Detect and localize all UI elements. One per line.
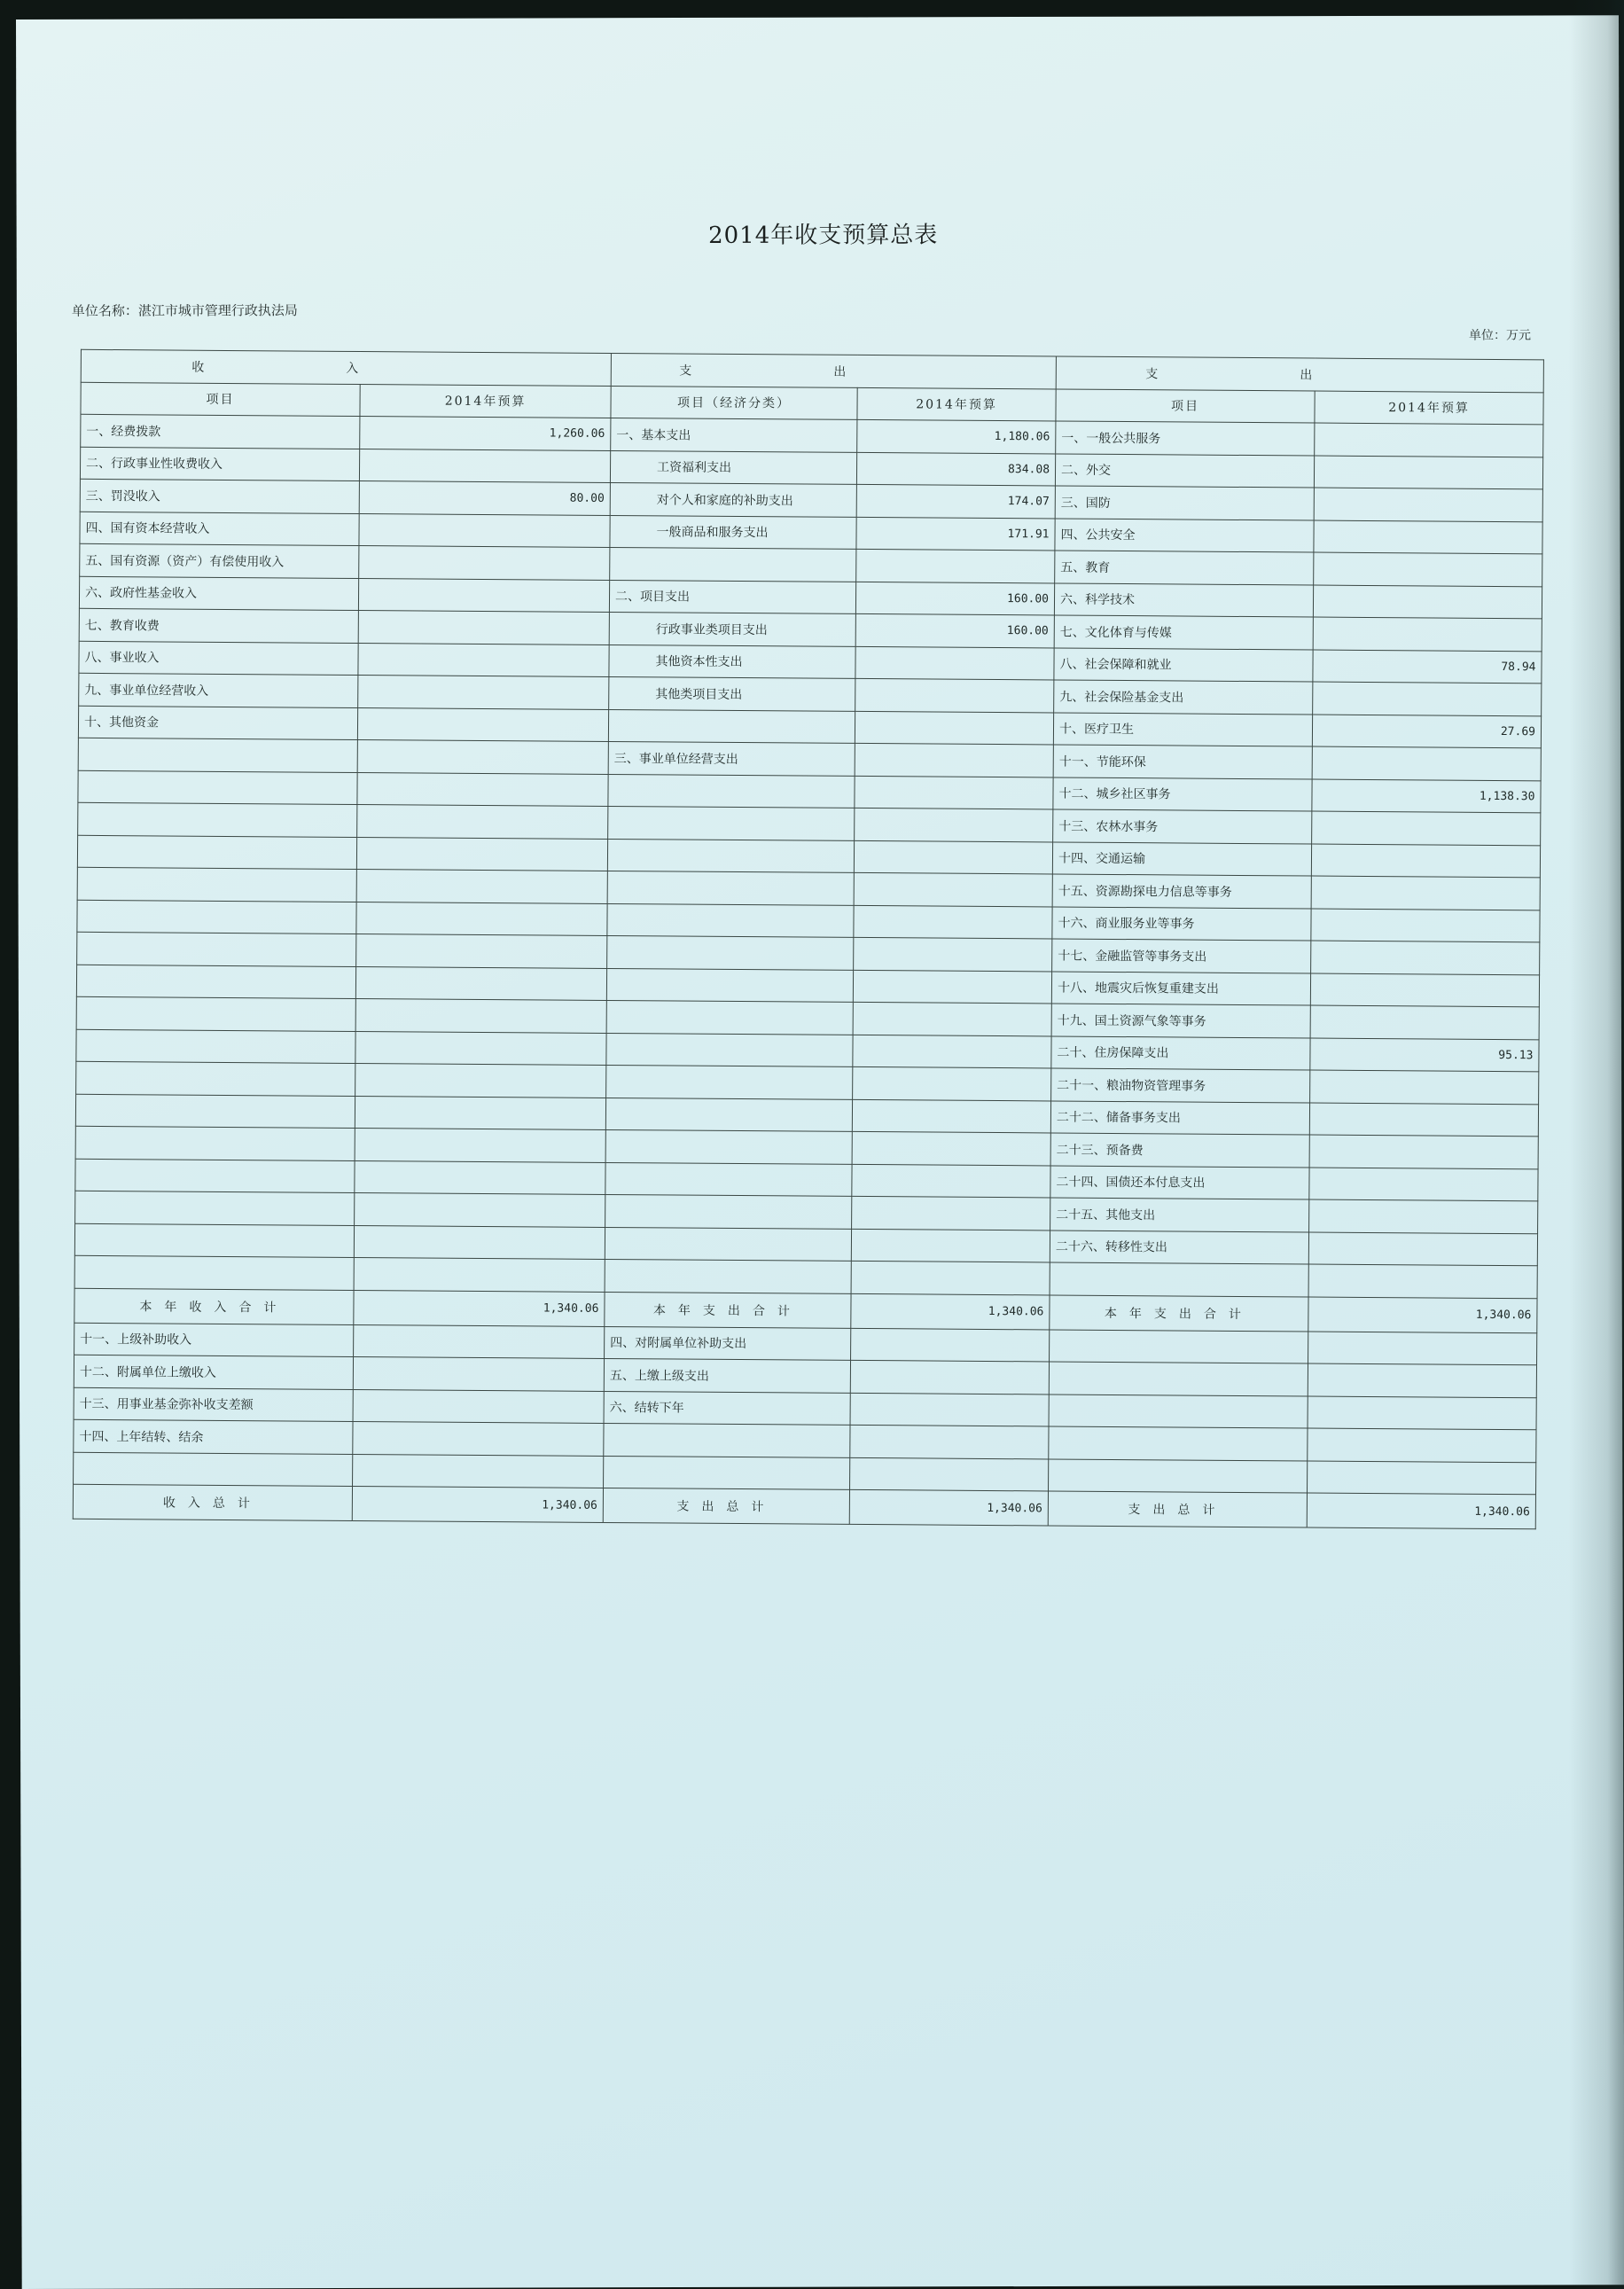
expense-econ-value [855,776,1053,809]
expense-func-item: 十七、金融监管等事务支出 [1052,939,1311,973]
income-value [359,449,610,482]
income-value [357,707,608,741]
income-item [75,1191,355,1225]
expense-func-item: 二十四、国债还本付息支出 [1050,1165,1309,1199]
expense-econ-item [606,968,853,1002]
expense-func-item [1049,1362,1308,1396]
expense-func-item: 二十六、转移性支出 [1050,1230,1308,1264]
income-value [359,546,610,580]
expense-econ-value [850,1425,1049,1458]
expense-econ-item [605,1162,852,1196]
expense-func-item: 十二、城乡社区事务 [1053,777,1312,811]
expense-econ-value: 160.00 [855,613,1054,647]
expense-econ-value [855,646,1054,680]
expense-econ-value [854,905,1052,939]
expense-econ-value [852,1164,1050,1198]
income-item [77,900,356,934]
expense-budget-header: 2014年预算 [857,387,1056,421]
expense-econ-value [852,1099,1050,1133]
year-expense-total-label: 本年支出合计 [605,1292,851,1328]
income-value [355,966,606,1000]
expense-func-item: 十四、交通运输 [1052,841,1311,876]
income-item: 九、事业单位经营收入 [79,673,358,707]
expense-econ-item [606,1033,853,1066]
expense-econ-value: 834.08 [856,452,1055,486]
expense-func-value: 1,138.30 [1312,779,1541,813]
expense-func-value [1315,423,1543,457]
income-item: 十三、用事业基金弥补收支差额 [74,1387,353,1422]
expense-func-value [1308,1396,1536,1430]
expense-econ-value [856,549,1055,582]
income-value [357,772,608,806]
page-edge-shadow [1569,0,1624,2289]
expense-func-value [1314,456,1542,489]
income-item [77,932,356,966]
expense-func-value [1308,1232,1537,1266]
expense-econ-item [605,1259,851,1293]
expense-econ-item: 二、项目支出 [609,580,855,613]
expense-econ-value [851,1261,1050,1294]
expense-econ-value [854,937,1052,971]
income-value [357,740,608,774]
income-value [359,513,610,547]
expense-func-value [1308,1428,1536,1462]
expense-func-value [1310,1005,1539,1039]
year-expense-total-value: 1,340.06 [851,1293,1050,1330]
income-item [75,1159,355,1193]
expense-func-item: 七、文化体育与传媒 [1054,615,1313,650]
expense-func-item: 二十二、储备事务支出 [1050,1100,1309,1135]
expense-func-item: 三、国防 [1055,486,1314,520]
income-item: 八、事业收入 [79,641,358,676]
income-value [357,805,608,839]
expense-func-item [1050,1262,1308,1297]
expense-func-item: 五、教育 [1055,551,1314,585]
income-item: 十一、上级补助收入 [74,1323,354,1357]
income-value [355,1096,605,1129]
expense-func-value [1308,1363,1536,1397]
expense-func-item [1049,1458,1308,1493]
grand-expense-total-value-2: 1,340.06 [1307,1493,1535,1529]
expense-func-item: 十、医疗卫生 [1053,712,1312,746]
income-value [356,934,607,967]
income-item [78,738,357,772]
expense-func-value [1309,1135,1538,1168]
income-item: 十、其他资金 [78,706,357,740]
expense-econ-item: 一、基本支出 [611,418,857,451]
year-income-total-label: 本年收入合计 [74,1288,354,1324]
income-value [356,869,607,902]
expense-func-item: 九、社会保险基金支出 [1054,680,1313,715]
expense-func-value [1310,973,1539,1007]
expense-econ-item: 工资福利支出 [610,450,856,484]
expense-func-item: 十六、商业服务业等事务 [1052,906,1311,941]
expense-econ-item [605,1227,851,1261]
expense-func-value [1310,1070,1539,1104]
expense-econ-value: 171.91 [856,517,1055,551]
document-title: 2014年收支预算总表 [708,222,939,249]
expense-econ-item [608,774,855,808]
expense-func-value: 78.94 [1313,650,1542,684]
income-item: 六、政府性基金收入 [79,576,358,611]
expense-func-item [1049,1394,1308,1428]
income-value [355,1192,605,1226]
expense-econ-value [850,1393,1049,1426]
income-item [74,1223,354,1258]
expense-func-item: 十五、资源勘探电力信息等事务 [1052,874,1311,909]
expense-func-item: 十九、国土资源气象等事务 [1051,1004,1310,1038]
expense-func-value [1312,746,1541,780]
income-item [77,835,356,870]
expense-econ-value [853,1035,1051,1068]
expense-econ-item: 其他类项目支出 [609,676,855,710]
expense-econ-value [855,743,1053,777]
unit-label: 单位：万元 [1468,328,1531,343]
expense-econ-item [604,1423,850,1457]
income-item: 四、国有资本经营收入 [80,512,359,546]
expense-econ-item [605,1129,852,1163]
income-value: 80.00 [359,481,610,515]
expense-func-value [1311,941,1540,974]
expense-econ-value [850,1457,1049,1491]
expense-econ-value [853,1066,1051,1100]
income-value [353,1356,604,1390]
expense-func-item: 八、社会保障和就业 [1054,647,1313,682]
income-item [74,1452,353,1487]
expense-econ-item: 行政事业类项目支出 [609,612,855,645]
expense-econ-item: 六、结转下年 [604,1391,850,1425]
expense-func-value [1313,682,1542,715]
expense-func-value [1308,1461,1536,1495]
expense-econ-value [855,678,1054,712]
income-value [358,643,609,676]
income-item [78,770,357,805]
expense-func-value [1311,909,1540,942]
expense-econ-item: 五、上缴上级支出 [604,1358,850,1392]
expense-func-item: 六、科学技术 [1054,582,1313,617]
expense-func-item: 十三、农林水事务 [1053,809,1312,844]
expense-group-header: 支出 [611,353,1056,388]
income-item-header: 项目 [81,382,360,417]
income-value [353,1389,604,1423]
expense-econ-value [853,970,1051,1004]
income-value [358,611,609,645]
grand-expense-total-value: 1,340.06 [849,1489,1048,1526]
income-item [74,1255,354,1290]
income-value [356,837,607,871]
income-item [76,1061,355,1096]
expense-econ-value [855,808,1053,841]
expense-func-value: 27.69 [1312,715,1541,748]
expense-func-value: 95.13 [1310,1038,1539,1072]
income-item: 七、教育收费 [79,608,358,643]
expense-func-item: 四、公共安全 [1055,518,1314,552]
grand-expense-total-label-2: 支出总计 [1048,1491,1307,1527]
income-item: 二、行政事业性收费收入 [80,447,359,481]
expense-func-item: 二十一、粮油物资管理事务 [1051,1068,1310,1103]
expense-econ-item [607,871,854,904]
expense-econ-item: 三、事业单位经营支出 [608,741,855,775]
expense-econ-value [855,711,1053,745]
expense-func-value [1311,876,1540,910]
expense-func-item: 二十三、预备费 [1050,1133,1309,1168]
expense-func-value [1312,811,1541,845]
expense-econ-value [852,1196,1050,1230]
income-value [358,578,609,612]
income-value [358,676,609,709]
expense-econ-item [604,1456,850,1489]
expense-econ-item [605,1194,852,1228]
expense-econ-value [851,1229,1050,1262]
expense-func-item: 二十五、其他支出 [1050,1198,1309,1232]
expense-econ-item [607,935,854,969]
table-body [74,414,1543,1298]
income-group-header: 收入 [81,349,611,386]
income-item [77,867,356,902]
income-item [78,802,357,837]
expense-func-item: 十八、地震灾后恢复重建支出 [1051,971,1310,1005]
expense-func-item [1049,1426,1308,1461]
expense-econ-item [610,547,856,581]
income-item [76,1029,355,1064]
income-item: 三、罚没收入 [80,479,359,513]
unit-name: 单位名称：湛江市城市管理行政执法局 [71,302,298,319]
grand-income-total-value: 1,340.06 [352,1486,603,1522]
income-value [355,1031,606,1065]
expense-func-value [1313,585,1542,619]
expense-econ-value [850,1360,1049,1394]
expense-func-value [1311,844,1540,878]
expense-budget-func-header: 2014年预算 [1315,391,1543,425]
expense-func-item: 二十、住房保障支出 [1051,1035,1310,1070]
grand-income-total-label: 收入总计 [73,1484,352,1520]
expense-func-value [1314,488,1542,521]
year-expense-total-label-2: 本年支出合计 [1050,1294,1308,1331]
income-item: 五、国有资源（资产）有偿使用收入 [80,543,359,578]
expense-econ-value [851,1328,1050,1362]
expense-econ-value: 160.00 [855,582,1054,615]
expense-econ-item [606,1000,853,1034]
expense-econ-item: 对个人和家庭的补助支出 [610,482,856,516]
expense-func-value [1313,617,1542,651]
expense-econ-item: 其他资本性支出 [609,645,855,678]
year-expense-total-value-2: 1,340.06 [1308,1297,1537,1333]
income-value [353,1454,604,1488]
income-value: 1,260.06 [360,417,611,450]
expense-econ-item [607,903,854,937]
income-value [355,1160,605,1194]
expense-econ-item [606,1065,853,1098]
income-item: 一、经费拨款 [81,414,360,449]
income-item [76,996,355,1031]
income-value [354,1225,605,1259]
expense-econ-item: 四、对附属单位补助支出 [605,1326,851,1360]
expense-econ-value: 174.07 [856,484,1055,518]
income-item: 十四、上年结转、结余 [74,1419,353,1454]
expense-econ-item [608,709,855,743]
expense-func-item [1050,1329,1308,1363]
expense-func-value [1309,1103,1538,1137]
expense-econ-item [608,806,855,840]
income-value [355,998,606,1032]
income-value [356,902,607,935]
expense-econ-value [852,1131,1050,1165]
expense-func-value [1309,1168,1538,1201]
expense-func-value [1314,552,1542,586]
income-value [353,1421,604,1455]
expense-econ-value [853,1002,1051,1035]
expense-econ-item [607,839,854,872]
expense-func-value [1308,1332,1537,1365]
expense-econ-value [854,840,1052,874]
expense-econ-value: 1,180.06 [857,419,1056,453]
year-income-total-value: 1,340.06 [354,1290,605,1326]
income-value [355,1063,606,1097]
income-value [354,1257,605,1291]
expense-econ-value [854,872,1052,906]
income-budget-header: 2014年预算 [360,384,611,418]
expense-econ-item: 一般商品和服务支出 [610,515,856,549]
income-value [355,1128,605,1161]
income-item: 十二、附属单位上缴收入 [74,1355,353,1389]
expense-func-value [1308,1264,1537,1298]
extra-body [74,1323,1537,1495]
expense-func-value [1309,1199,1538,1233]
expense-item-func-header: 项目 [1056,388,1315,423]
expense-func-item: 一、一般公共服务 [1056,421,1315,456]
income-value [354,1324,605,1358]
budget-table [73,349,1544,1529]
expense-item-econ-header: 项目（经济分类） [611,386,857,419]
income-item [75,1094,355,1129]
expense-econ-item [605,1098,852,1131]
income-item [75,1126,355,1160]
expense-func-value [1314,520,1542,554]
paper-sheet [16,15,1624,2289]
income-item [76,965,355,999]
expense-func-item: 二、外交 [1055,453,1314,488]
expense-group-header-2: 支出 [1056,356,1543,392]
expense-func-item: 十一、节能环保 [1053,745,1312,779]
grand-expense-total-label: 支出总计 [603,1488,849,1524]
